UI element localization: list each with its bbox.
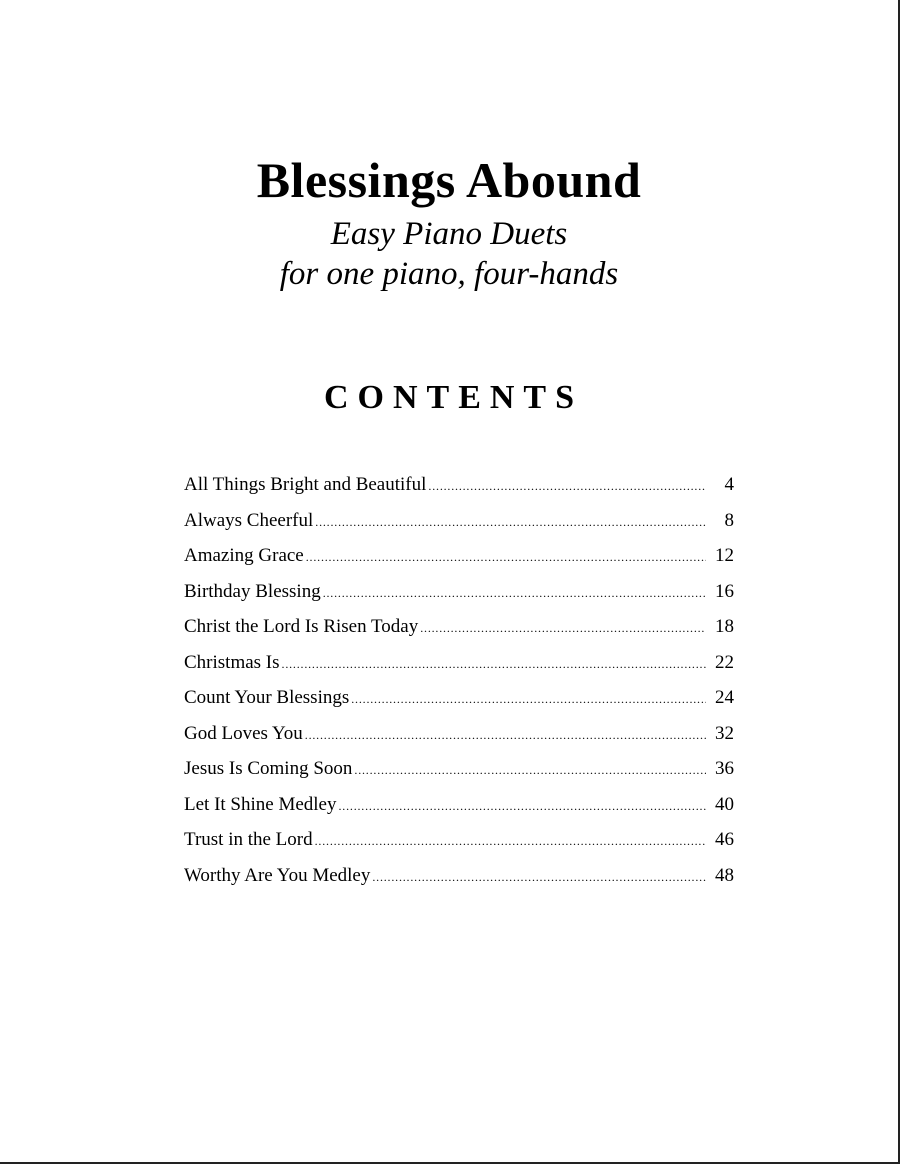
toc-dot-leader xyxy=(420,613,706,643)
toc-entry xyxy=(184,825,734,861)
toc-entry-title: Always Cheerful xyxy=(184,509,314,531)
toc-dot-leader xyxy=(315,507,706,537)
toc-entry xyxy=(184,612,734,648)
toc-entry-page: 24 xyxy=(715,687,734,708)
toc-dot-leader xyxy=(323,578,706,608)
contents-heading: CONTENTS xyxy=(323,379,584,416)
toc-entry xyxy=(184,861,734,897)
toc-dot-leader xyxy=(315,826,706,856)
toc-dot-leader xyxy=(428,471,706,501)
toc-dot-leader xyxy=(351,684,706,714)
toc-entry-title: Count Your Blessings xyxy=(184,687,350,708)
toc-entry xyxy=(184,648,734,684)
toc-dot-leader xyxy=(306,542,706,572)
toc-entry-page: 48 xyxy=(715,864,734,886)
toc-dot-leader xyxy=(339,791,707,821)
toc-entry xyxy=(184,577,734,613)
toc-entry-title: Christmas Is xyxy=(184,651,280,673)
toc-entry-page: 18 xyxy=(715,616,734,637)
toc-entry-title: Amazing Grace xyxy=(184,545,304,566)
toc-entry-title: God Loves You xyxy=(184,722,303,744)
toc-entry-page: 36 xyxy=(715,758,734,779)
toc-dot-leader xyxy=(354,755,706,785)
toc-entry xyxy=(184,506,734,542)
toc-entry-page: 8 xyxy=(724,509,734,531)
toc-entry xyxy=(184,541,734,577)
toc-entry-title: Birthday Blessing xyxy=(184,580,321,602)
toc-entry-page: 46 xyxy=(715,829,734,850)
toc-entry-title: Trust in the Lord xyxy=(184,829,313,850)
toc-entry-page: 32 xyxy=(715,722,734,744)
toc-entry-title: All Things Bright and Beautiful xyxy=(184,474,427,495)
toc-entry-page: 40 xyxy=(715,793,734,815)
toc-dot-leader xyxy=(305,720,706,750)
toc-entry-page: 16 xyxy=(715,580,734,602)
toc-entry-page: 22 xyxy=(715,651,734,673)
book-subtitle-line2: for one piano, four-hands xyxy=(279,256,619,292)
toc-entry-page: 12 xyxy=(715,545,734,566)
toc-entry-title: Jesus Is Coming Soon xyxy=(184,758,353,779)
toc-entry-page: 4 xyxy=(724,474,734,495)
book-title: Blessings Abound xyxy=(256,152,642,208)
toc-entry-title: Let It Shine Medley xyxy=(184,793,337,815)
toc-dot-leader xyxy=(372,862,706,892)
toc-entry xyxy=(184,719,734,755)
book-subtitle-line1: Easy Piano Duets xyxy=(330,216,568,252)
toc-entry-title: Christ the Lord Is Risen Today xyxy=(184,616,419,637)
toc-entry xyxy=(184,754,734,790)
toc-entry-title: Worthy Are You Medley xyxy=(184,864,371,886)
toc-entry xyxy=(184,790,734,826)
toc-entry xyxy=(184,470,734,506)
table-of-contents xyxy=(184,470,734,896)
toc-dot-leader xyxy=(282,649,706,679)
toc-entry xyxy=(184,683,734,719)
